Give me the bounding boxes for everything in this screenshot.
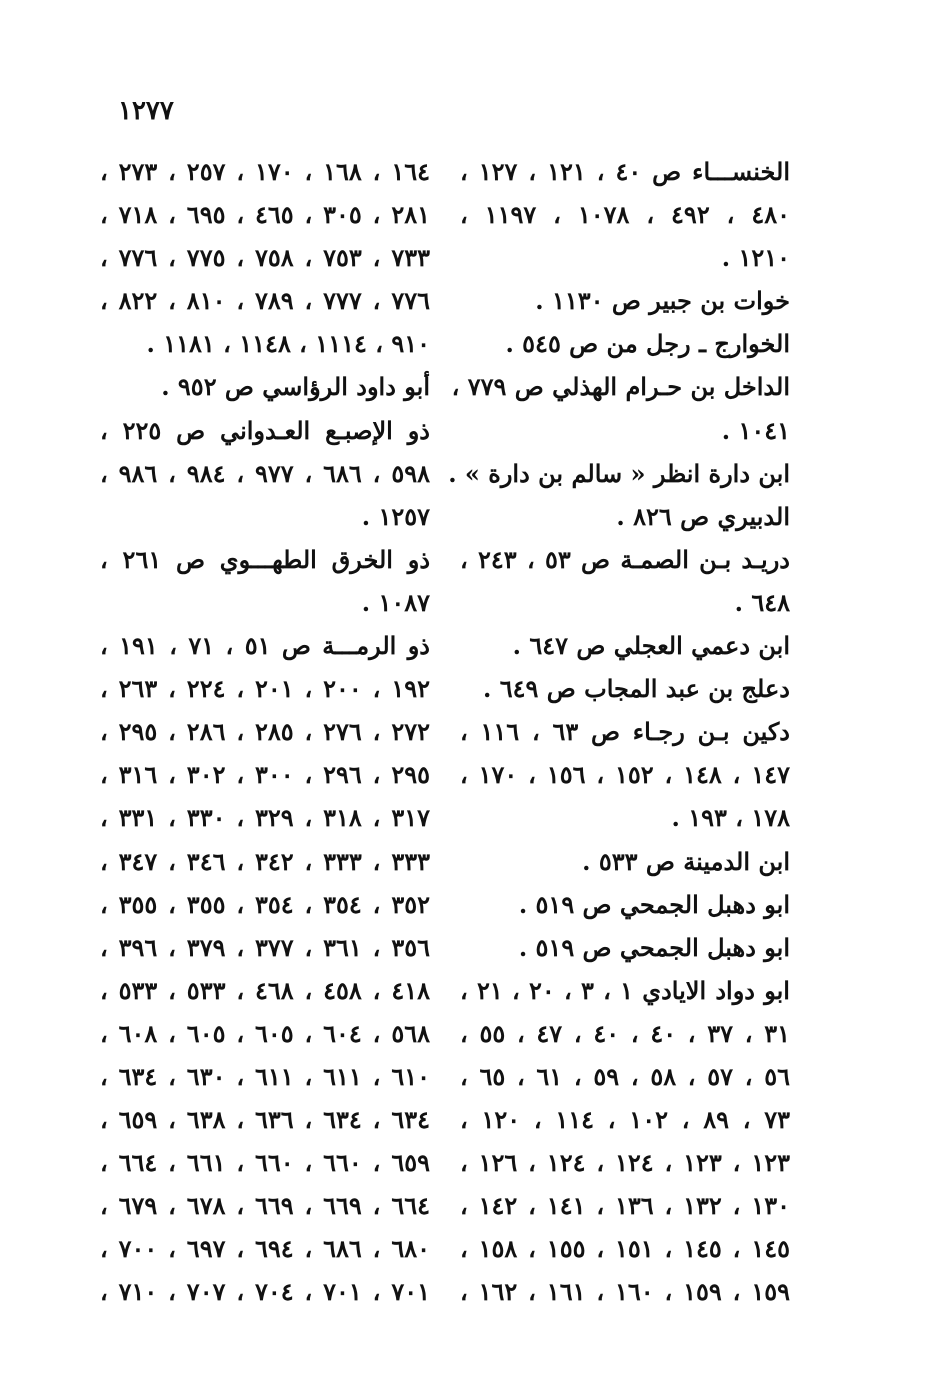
index-entry-line: ١٢٣ ، ١٢٣ ، ١٢٤ ، ١٢٤ ، ١٢٦ ، bbox=[460, 1148, 790, 1178]
index-entry-line: ١٩٢ ، ٢٠٠ ، ٢٠١ ، ٢٢٤ ، ٢٦٣ ، bbox=[100, 674, 430, 704]
index-entry-line: ابو دواد الايادي ١ ، ٣ ، ٢٠ ، ٢١ ، bbox=[460, 975, 790, 1005]
index-entry-line: ذو الخرق الطهـــوي ص ٢٦١ ، bbox=[100, 544, 431, 574]
index-entry-line: ٣١٧ ، ٣١٨ ، ٣٢٩ ، ٣٣٠ ، ٣٣١ ، bbox=[100, 803, 430, 833]
index-entry-line: ٦٣٤ ، ٦٣٤ ، ٦٣٦ ، ٦٣٨ ، ٦٥٩ ، bbox=[100, 1105, 430, 1135]
index-entry-line: ٩١٠ ، ١١١٤ ، ١١٤٨ ، ١١٨١ . bbox=[146, 329, 430, 359]
index-entry-line: دريـد بـن الصمـة ص ٥٣ ، ٢٤٣ ، bbox=[460, 544, 790, 574]
index-entry-line: ٢٧٢ ، ٢٧٦ ، ٢٨٥ ، ٢٨٦ ، ٢٩٥ ، bbox=[100, 717, 430, 747]
index-entry-line: ٦٨٠ ، ٦٨٦ ، ٦٩٤ ، ٦٩٧ ، ٧٠٠ ، bbox=[100, 1234, 430, 1264]
index-entry-line: ٦٤٨ . bbox=[734, 587, 790, 617]
index-entry-line: ١٧٨ ، ١٩٣ . bbox=[671, 803, 790, 833]
index-entry-line: ١٤٥ ، ١٤٥ ، ١٥١ ، ١٥٥ ، ١٥٨ ، bbox=[460, 1234, 790, 1264]
index-entry-line: ابو دهبل الجمحي ص ٥١٩ . bbox=[518, 932, 790, 962]
index-entry-line: ١٤٧ ، ١٤٨ ، ١٥٢ ، ١٥٦ ، ١٧٠ ، bbox=[460, 760, 790, 790]
index-entry-line: ٤١٨ ، ٤٥٨ ، ٤٦٨ ، ٥٣٣ ، ٥٣٣ ، bbox=[100, 975, 430, 1005]
index-entry-line: ٥٦ ، ٥٧ ، ٥٨ ، ٥٩ ، ٦١ ، ٦٥ ، bbox=[460, 1061, 790, 1091]
index-entry-line: ١٠٤١ . bbox=[721, 415, 790, 445]
index-entry-line: ٣٣٣ ، ٣٣٣ ، ٣٤٢ ، ٣٤٦ ، ٣٤٧ ، bbox=[100, 846, 430, 876]
index-entry-line: ١٦٤ ، ١٦٨ ، ١٧٠ ، ٢٥٧ ، ٢٧٣ ، bbox=[100, 157, 430, 186]
index-entry-line: ابن دعمي العجلي ص ٦٤٧ . bbox=[512, 631, 790, 661]
index-entry-line: ٣٥٢ ، ٣٥٤ ، ٣٥٤ ، ٣٥٥ ، ٣٥٥ ، bbox=[100, 889, 430, 919]
index-entry-line: ٦١٠ ، ٦١١ ، ٦١١ ، ٦٣٠ ، ٦٣٤ ، bbox=[100, 1061, 430, 1091]
index-entry-line: ١٢١٠ . bbox=[721, 243, 790, 273]
index-entry-line: ٢٨١ ، ٣٠٥ ، ٤٦٥ ، ٦٩٥ ، ٧١٨ ، bbox=[100, 200, 430, 230]
index-entry-line: ١٢٥٧ . bbox=[361, 501, 430, 531]
index-entry-line: ١٥٩ ، ١٥٩ ، ١٦٠ ، ١٦١ ، ١٦٢ ، bbox=[460, 1277, 790, 1307]
index-entry-line: ٥٦٨ ، ٦٠٤ ، ٦٠٥ ، ٦٠٥ ، ٦٠٨ ، bbox=[100, 1018, 430, 1048]
page-number: ١٢٧٧ bbox=[118, 96, 174, 126]
index-entry-line: ٣٥٦ ، ٣٦١ ، ٣٧٧ ، ٣٧٩ ، ٣٩٦ ، bbox=[100, 932, 430, 962]
left-index-column bbox=[100, 150, 430, 1314]
index-entry-line: ابن دارة انظر « سالم بن دارة » . bbox=[448, 458, 790, 488]
index-entry-line: ٦٦٤ ، ٦٦٩ ، ٦٦٩ ، ٦٧٨ ، ٦٧٩ ، bbox=[100, 1191, 430, 1221]
index-entry-line: ٧٠١ ، ٧٠١ ، ٧٠٤ ، ٧٠٧ ، ٧١٠ ، bbox=[100, 1277, 430, 1307]
index-entry-line: أبو داود الرؤاسي ص ٩٥٢ . bbox=[161, 372, 430, 402]
index-entry-line: الداخل بن حـرام الهذلي ص ٧٧٩ ، bbox=[451, 372, 790, 402]
index-entry-line: خوات بن جبير ص ١١٣٠ . bbox=[535, 286, 790, 316]
index-entry-line: ٧٧٦ ، ٧٧٧ ، ٧٨٩ ، ٨١٠ ، ٨٢٢ ، bbox=[100, 286, 430, 316]
index-entry-line: الخنســـاء ص ٤٠ ، ١٢١ ، ١٢٧ ، bbox=[460, 157, 790, 186]
index-entry-line: ابو دهبل الجمحي ص ٥١٩ . bbox=[518, 889, 790, 919]
index-entry-line: ٣١ ، ٣٧ ، ٤٠ ، ٤٠ ، ٤٧ ، ٥٥ ، bbox=[460, 1018, 790, 1048]
index-entry-line: الخوارج ـ رجل من ص ٥٤٥ . bbox=[505, 329, 790, 359]
index-entry-line: ٢٩٥ ، ٢٩٦ ، ٣٠٠ ، ٣٠٢ ، ٣١٦ ، bbox=[100, 760, 430, 790]
index-entry-line: ٦٥٩ ، ٦٦٠ ، ٦٦٠ ، ٦٦١ ، ٦٦٤ ، bbox=[100, 1148, 430, 1178]
index-entry-line: ٥٩٨ ، ٦٨٦ ، ٩٧٧ ، ٩٨٤ ، ٩٨٦ ، bbox=[100, 458, 430, 488]
index-entry-line: ٤٨٠ ، ٤٩٢ ، ١٠٧٨ ، ١١٩٧ ، bbox=[460, 200, 790, 230]
index-entry-line: ٧٣ ، ٨٩ ، ١٠٢ ، ١١٤ ، ١٢٠ ، bbox=[460, 1105, 790, 1135]
index-entry-line: ١٣٠ ، ١٣٢ ، ١٣٦ ، ١٤١ ، ١٤٢ ، bbox=[460, 1191, 790, 1221]
index-entry-line: الدبيري ص ٨٢٦ . bbox=[616, 501, 790, 531]
index-entry-line: دكين بـن رجـاء ص ٦٣ ، ١١٦ ، bbox=[460, 717, 790, 747]
index-entry-line: دعلج بن عبد المجاب ص ٦٤٩ . bbox=[483, 674, 790, 704]
index-entry-line: ١٠٨٧ . bbox=[361, 587, 430, 617]
index-entry-line: ابن الدمينة ص ٥٣٣ . bbox=[582, 846, 790, 876]
index-entry-line: ذو الرمـــة ص ٥١ ، ٧١ ، ١٩١ ، bbox=[100, 631, 430, 661]
index-entry-line: ٧٣٣ ، ٧٥٣ ، ٧٥٨ ، ٧٧٥ ، ٧٧٦ ، bbox=[100, 243, 430, 273]
index-entry-line: ذو الإصبـع العـدواني ص ٢٢٥ ، bbox=[100, 415, 430, 445]
right-index-column bbox=[448, 150, 790, 1314]
